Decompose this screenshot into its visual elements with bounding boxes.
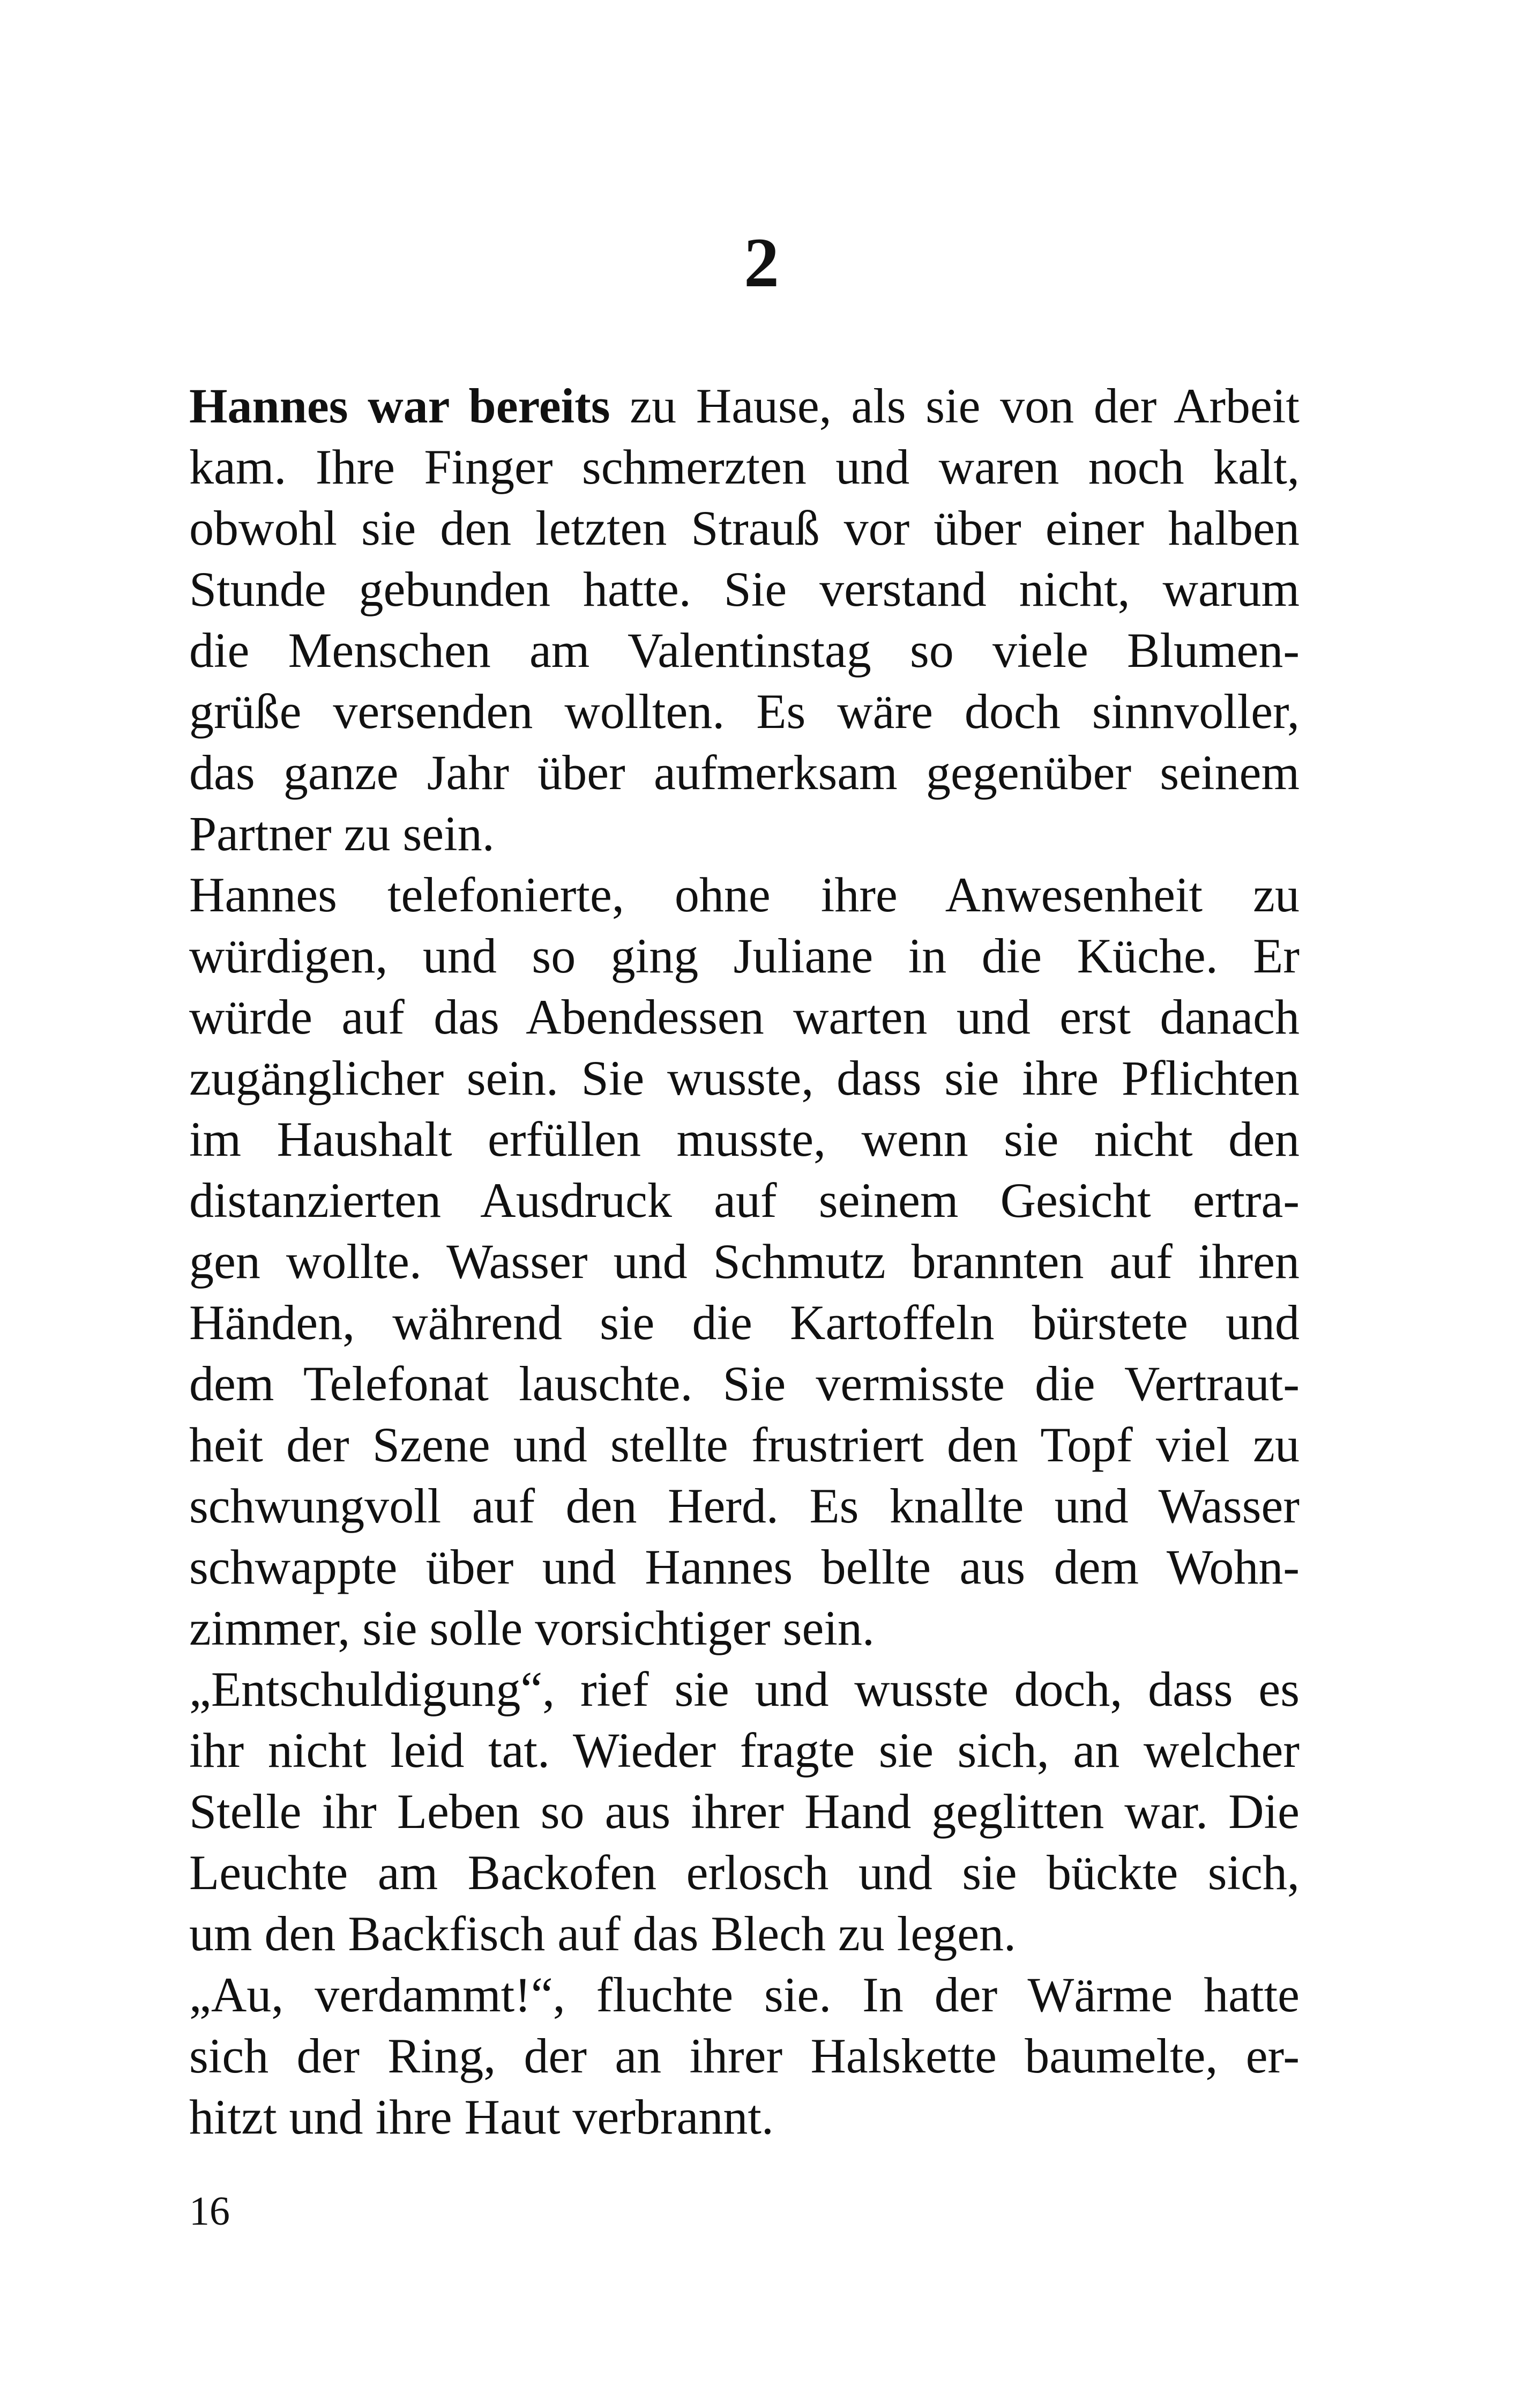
body-text <box>189 375 1300 2147</box>
text-line: um den Backfisch auf das Blech zu legen. <box>189 1906 1017 1961</box>
text-line: heit der Szene und stellte frustriert den Topf viel zu <box>189 1417 1300 1472</box>
text-line: zugänglicher sein. Sie wusste, dass sie ihre Pflichten <box>189 1051 1300 1105</box>
text-line: ihr nicht leid tat. Wieder fragte sie sich, an welcher <box>189 1723 1300 1778</box>
text-line: Stunde gebunden hatte. Sie verstand nicht, warum <box>189 562 1300 616</box>
text-line: „Entschuldigung“, rief sie und wusste doch, dass es <box>189 1662 1300 1716</box>
text-line: kam. Ihre Finger schmerzten und waren noch kalt, <box>189 440 1300 494</box>
chapter-number: 2 <box>744 223 779 302</box>
text-line-rest: zu Hause, als sie von der Arbeit <box>610 378 1300 433</box>
text-line: „Au, verdammt!“, fluchte sie. In der Wärme hatte <box>189 1967 1300 2022</box>
text-line: obwohl sie den letzten Strauß vor über einer halben <box>189 501 1300 555</box>
text-line: Partner zu sein. <box>189 806 495 861</box>
text-line: zimmer, sie solle vorsichtiger sein. <box>189 1601 875 1655</box>
text-line: die Menschen am Valentinstag so viele Blumen- <box>189 623 1300 678</box>
text-line: Hannes telefonierte, ohne ihre Anwesenheit zu <box>189 867 1300 922</box>
text-line: Leuchte am Backofen erlosch und sie bückte sich, <box>189 1845 1300 1900</box>
text-line: gen wollte. Wasser und Schmutz brannten auf ihren <box>189 1234 1300 1289</box>
lead-in-bold: Hannes war bereits <box>189 378 610 433</box>
text-line: würde auf das Abendessen warten und erst danach <box>189 990 1300 1044</box>
text-line: schwappte über und Hannes bellte aus dem Wohn- <box>189 1540 1300 1594</box>
text-line: schwungvoll auf den Herd. Es knallte und Wasser <box>189 1478 1300 1533</box>
text-line: Stelle ihr Leben so aus ihrer Hand geglitten war. Die <box>189 1784 1300 1839</box>
text-line: das ganze Jahr über aufmerksam gegenüber seinem <box>189 745 1300 800</box>
text-line: sich der Ring, der an ihrer Halskette baumelte, er- <box>189 2028 1300 2083</box>
text-line: im Haushalt erfüllen musste, wenn sie nicht den <box>189 1112 1300 1166</box>
text-line: grüße versenden wollten. Es wäre doch sinnvoller, <box>189 684 1300 739</box>
text-line: distanzierten Ausdruck auf seinem Gesicht ertra- <box>189 1173 1300 1228</box>
text-line: dem Telefonat lauschte. Sie vermisste die Vertraut- <box>189 1356 1300 1411</box>
text-line: würdigen, und so ging Juliane in die Küche. Er <box>189 928 1300 983</box>
text-line <box>189 375 1300 436</box>
text-line: Händen, während sie die Kartoffeln bürstete und <box>189 1295 1300 1350</box>
page-number: 16 <box>189 2189 230 2234</box>
text-line: hitzt und ihre Haut verbrannt. <box>189 2090 774 2144</box>
